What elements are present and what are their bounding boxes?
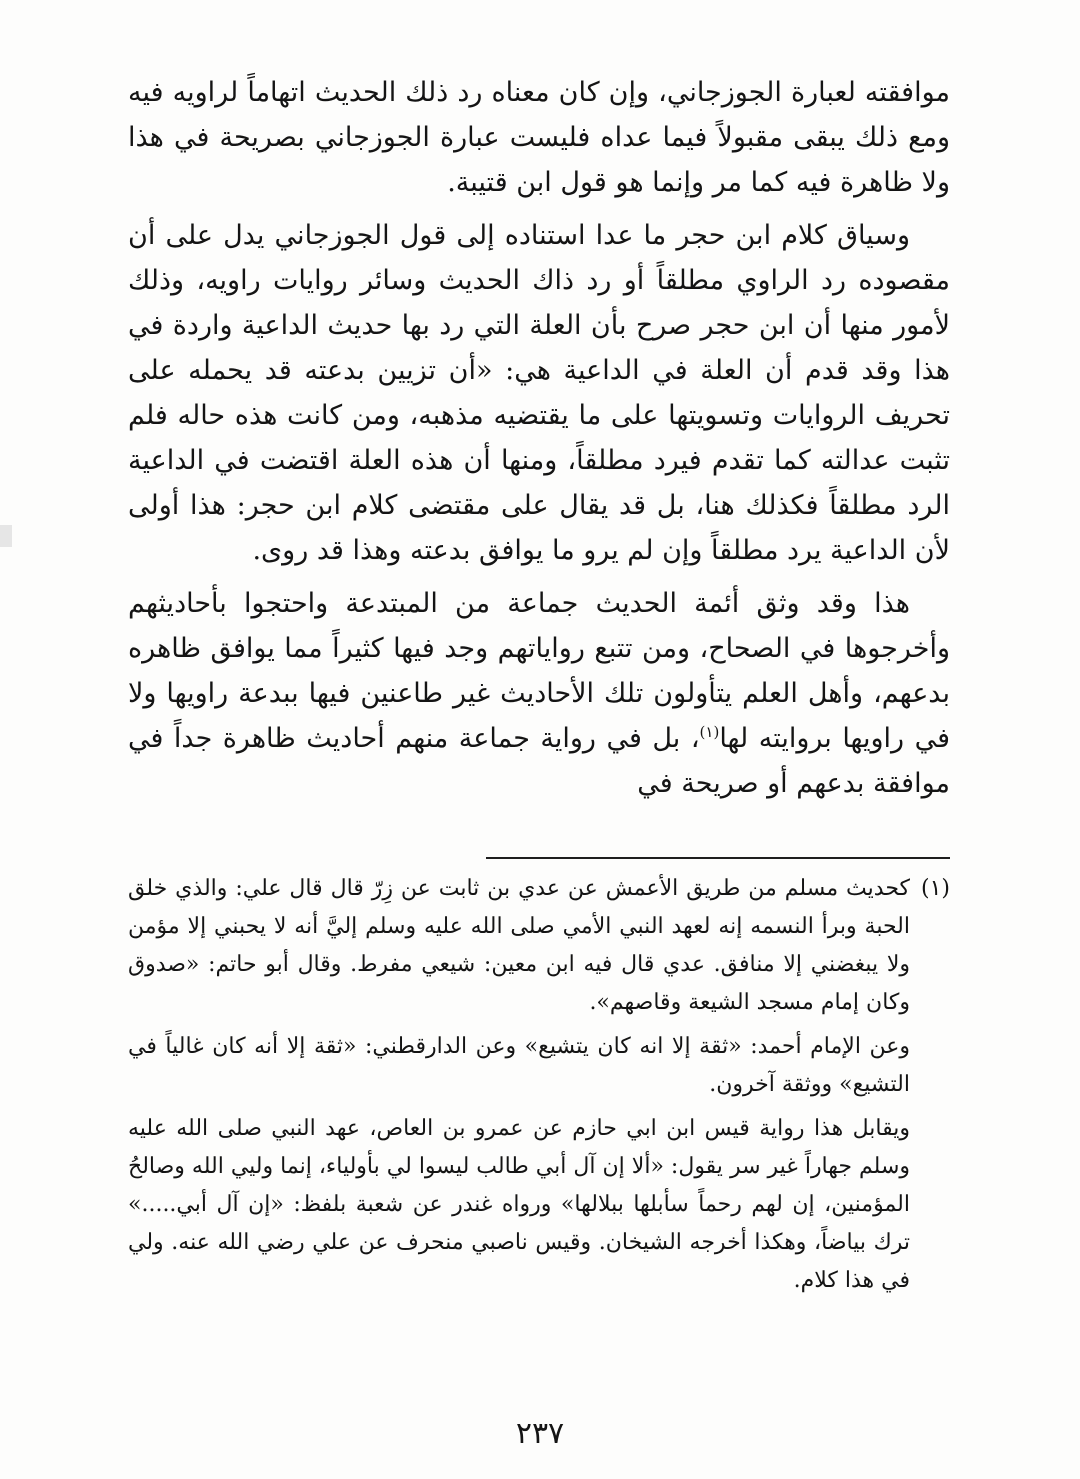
footnote-1-text: كحديث مسلم من طريق الأعمش عن عدي بن ثابت عن زِرّ قال قال علي: والذي خلق الحبة وبرأ النسمه إنه لعهد النبي الأمي صلى الله عليه وسلم إليَّ أنه لا يحبني إلا مؤمن ولا يبغضني إلا منافق. عدي قال فيه ابن معين: شيعي مفرط. وقال أبو حاتم: «صدوق وكان إمام مسجد الشيعة وقاصهم». xyxy=(128,876,910,1015)
main-body-text xyxy=(128,70,950,806)
paragraph-3 xyxy=(128,581,950,806)
footnotes-section xyxy=(128,870,950,1300)
paragraph-3-text: هذا وقد وثق أئمة الحديث جماعة من المبتدعة واحتجوا بأحاديثهم وأخرجوها في الصحاح، ومن تتبع رواياتهم وجد فيها كثيراً مما يوافق ظاهره بدعهم، وأهل العلم يتأولون تلك الأحاديث غير طاعنين فيها ببدعة راويها ولا في راويها بروايته لها xyxy=(128,588,950,754)
footnote-separator-line xyxy=(486,857,950,859)
paragraph-2: وسياق كلام ابن حجر ما عدا استناده إلى قول الجوزجاني يدل على أن مقصوده رد الراوي مطلقاً أو رد ذاك الحديث وسائر روايات راويه، وذلك لأمور منها أن ابن حجر صرح بأن العلة التي رد بها حديث الداعية واردة في هذا وقد قدم أن العلة في الداعية هي: «أن تزيين بدعته قد يحمله على تحريف الروايات وتسويتها على ما يقتضيه مذهبه، ومن كانت هذه حاله فلم تثبت عدالته كما تقدم فيرد مطلقاً، ومنها أن هذه العلة اقتضت في الداعية الرد مطلقاً فكذلك هنا، بل قد يقال على مقتضى كلام ابن حجر: هذا أولى لأن الداعية يرد مطلقاً وإن لم يرو ما يوافق بدعته وهذا قد روى. xyxy=(128,220,950,566)
footnote-1 xyxy=(128,870,950,1022)
footnote-continuation-2: ويقابل هذا رواية قيس ابن ابي حازم عن عمرو بن العاص، عهد النبي صلى الله عليه وسلم جهاراً غير سر يقول: «ألا إن آل أبي طالب ليسوا لي بأولياء، إنما وليي الله وصالحُ المؤمنين، إن لهم رحماً سأبلها ببلالها» ورواه غندر عن شعبة بلفظ: «إن آل أبي.....» ترك بياضاً، وهكذا أخرجه الشيخان. وقيس ناصبي منحرف عن علي رضي الله عنه. ولي في هذا كلام. xyxy=(128,1116,910,1293)
footnote-continuation-1: وعن الإمام أحمد: «ثقة إلا انه كان يتشيع» وعن الدارقطني: «ثقة إلا أنه كان غالياً في التشيع» ووثقة آخرون. xyxy=(128,1034,910,1097)
scan-edge-mark xyxy=(0,525,12,547)
footnote-reference[interactable]: (١) xyxy=(699,723,720,741)
paragraph-1: موافقته لعبارة الجوزجاني، وإن كان معناه رد ذلك الحديث اتهاماً لراويه فيه ومع ذلك يبقى مقبولاً فيما عداه فليست عبارة الجوزجاني بصريحة في هذا ولا ظاهرة فيه كما مر وإنما هو قول ابن قتيبة. xyxy=(128,77,950,198)
footnote-number: (١) xyxy=(920,876,950,901)
page-number: ٢٣٧ xyxy=(515,1416,565,1451)
paragraph-3-tail: ، بل في رواية جماعة منهم أحاديث ظاهرة جداً في موافقة بدعهم أو صريحة في xyxy=(128,723,950,799)
